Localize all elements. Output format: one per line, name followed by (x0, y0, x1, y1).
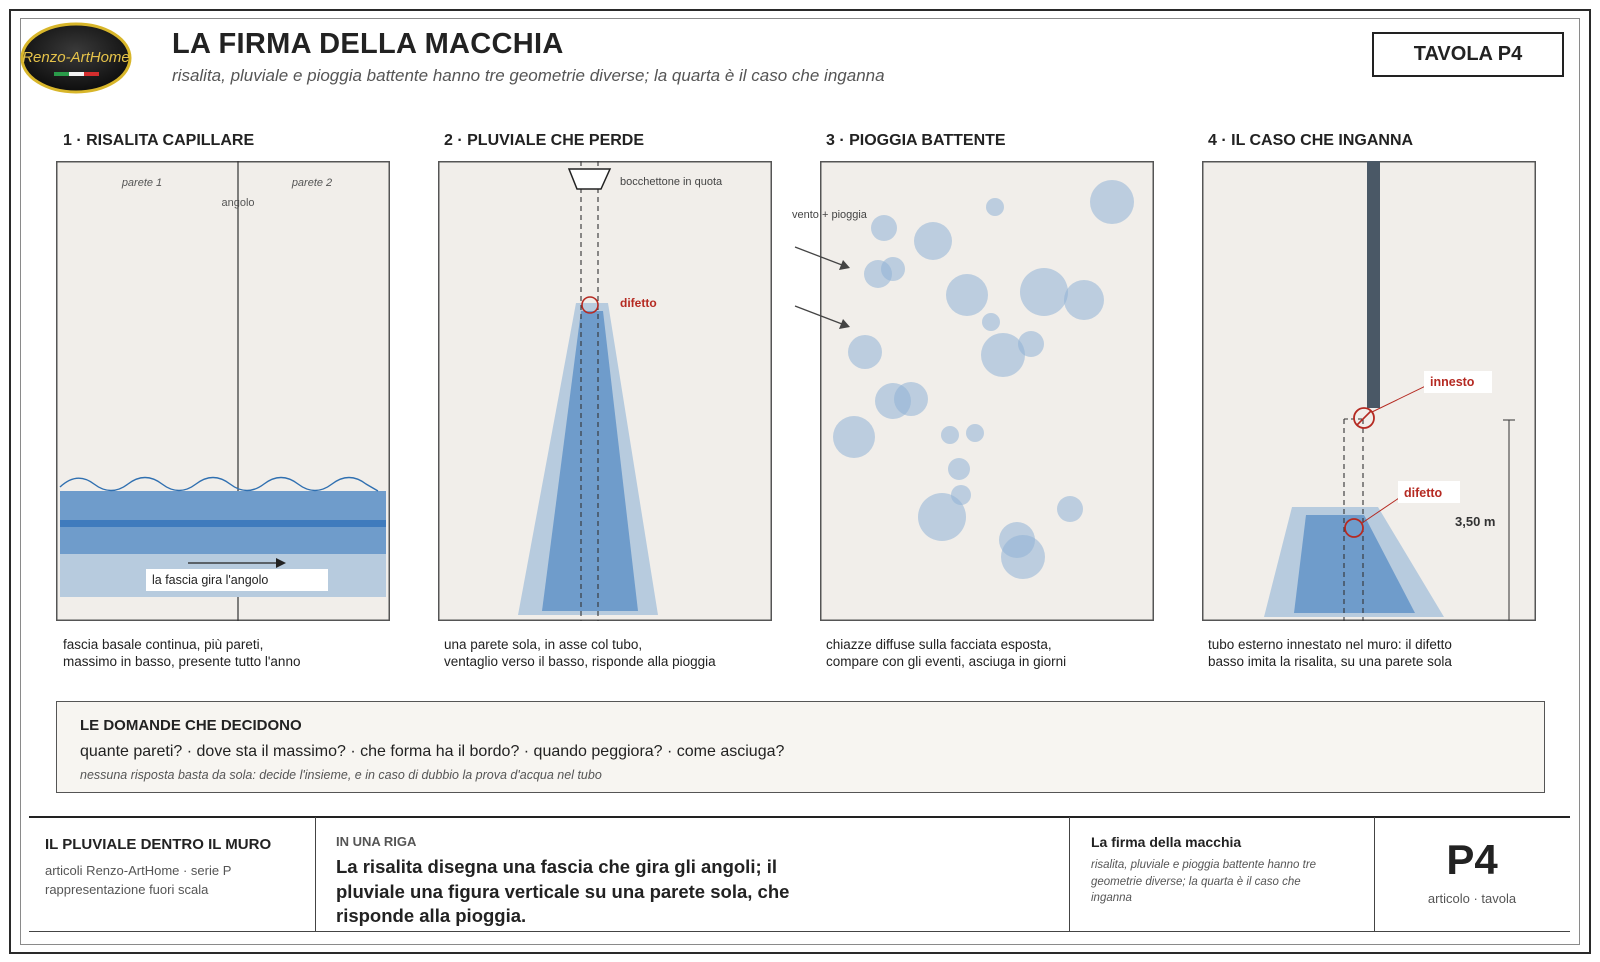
panel-1-caption (63, 636, 300, 670)
stain-patch (918, 493, 966, 541)
stain-patch (894, 382, 928, 416)
stain-patch (982, 313, 1000, 331)
band-label: la fascia gira l'angolo (152, 573, 269, 587)
footer-divider (315, 817, 316, 931)
panel-4-title: 4 · IL CASO CHE INGANNA (1208, 132, 1414, 149)
panel-2-leaking-downpipe-diagram (438, 161, 772, 621)
footer-divider (1069, 817, 1070, 931)
stain-patch (946, 274, 988, 316)
card-text: risalita, pluviale e pioggia battente hanno tre geometrie diverse; la quarta è il caso che inganna (1091, 859, 1317, 904)
stain-patch (1090, 180, 1134, 224)
panel-1-rising-damp-diagram (56, 161, 390, 621)
questions-title: LE DOMANDE CHE DECIDONO (80, 717, 302, 734)
defect-label: difetto (620, 296, 657, 310)
caption-line: compare con gli eventi, asciuga in giorni (826, 654, 1067, 669)
stain-patch (881, 257, 905, 281)
corner-label: angolo (221, 197, 255, 209)
article-code: P4 (1446, 836, 1498, 883)
stain-patch (948, 458, 970, 480)
caption-line: tubo esterno innestato nel muro: il difetto (1208, 637, 1452, 652)
stain-patch (981, 333, 1025, 377)
stain-patch (1018, 331, 1044, 357)
wind-rain-label: vento + pioggia (792, 209, 867, 221)
card-title: La firma della macchia (1091, 834, 1242, 850)
stain-patch (833, 416, 875, 458)
page-title: LA FIRMA DELLA MACCHIA (172, 28, 564, 60)
caption-line: basso imita la risalita, su una parete sola (1208, 654, 1452, 669)
stain-patch (1020, 268, 1068, 316)
defect-label: difetto (1404, 486, 1443, 500)
joint-label: innesto (1430, 375, 1475, 389)
page-subtitle: risalita, pluviale e pioggia battente hanno tre geometrie diverse; la quarta è il caso che inganna (172, 66, 885, 85)
stain-patch (914, 222, 952, 260)
outlet-label: bocchettone in quota (620, 176, 723, 188)
caption-line: fascia basale continua, più pareti, (63, 637, 264, 652)
series-title: IL PLUVIALE DENTRO IL MURO (45, 836, 272, 853)
panel-4-caption (1208, 636, 1452, 670)
renzo-arthome-logo (20, 22, 132, 94)
panel-4-deceptive-case-diagram (1202, 161, 1536, 621)
svg-text:Renzo-ArtHome: Renzo-ArtHome (22, 49, 130, 66)
stain-patch (966, 424, 984, 442)
scale-note: rappresentazione fuori scala (45, 882, 209, 897)
height-label: 3,50 m (1455, 514, 1496, 529)
stain-patch (941, 426, 959, 444)
panel-3-caption (826, 636, 1066, 670)
panel-1-title: 1 · RISALITA CAPILLARE (63, 132, 255, 149)
summary-text: La risalita disegna una fascia che gira gli angoli; il pluviale una figura verticale su una parete sola, che risponde alla pioggia. (336, 856, 790, 926)
series-info: articoli Renzo-ArtHome · serie P (45, 863, 232, 878)
caption-line: massimo in basso, presente tutto l'anno (63, 654, 301, 669)
panel-2-caption (444, 636, 716, 670)
tavola-label: TAVOLA P4 (1372, 32, 1564, 77)
panel-3-title: 3 · PIOGGIA BATTENTE (826, 132, 1006, 149)
deciding-questions-box (56, 701, 1545, 793)
panel-2-title: 2 · PLUVIALE CHE PERDE (444, 132, 645, 149)
wall-background (821, 162, 1154, 621)
stain-patch (871, 215, 897, 241)
stain-patch (1064, 280, 1104, 320)
panel-3-driving-rain-diagram (792, 161, 1154, 621)
footer-bottom-rule (29, 931, 1570, 932)
wall-1-label: parete 1 (121, 177, 163, 189)
caption-line: chiazze diffuse sulla facciata esposta, (826, 637, 1052, 652)
article-code-sub: articolo · tavola (1427, 891, 1517, 906)
stain-patch (1057, 496, 1083, 522)
caption-line: una parete sola, in asse col tubo, (444, 637, 643, 652)
footer-top-rule (29, 816, 1570, 818)
questions-text: quante pareti? · dove sta il massimo? · che forma ha il bordo? · quando peggiora? · come asciuga? (80, 743, 785, 760)
caption-line: ventaglio verso il basso, risponde alla pioggia (444, 654, 716, 669)
stain-patch (986, 198, 1004, 216)
stain-patch (1001, 535, 1045, 579)
wall-2-label: parete 2 (291, 177, 333, 189)
stain-patch (848, 335, 882, 369)
damp-band-line (60, 520, 386, 527)
summary-heading: IN UNA RIGA (336, 834, 417, 849)
external-pipe (1367, 161, 1380, 408)
questions-note: nessuna risposta basta da sola: decide l'insieme, e in caso di dubbio la prova d'acqua nel tubo (80, 768, 602, 782)
